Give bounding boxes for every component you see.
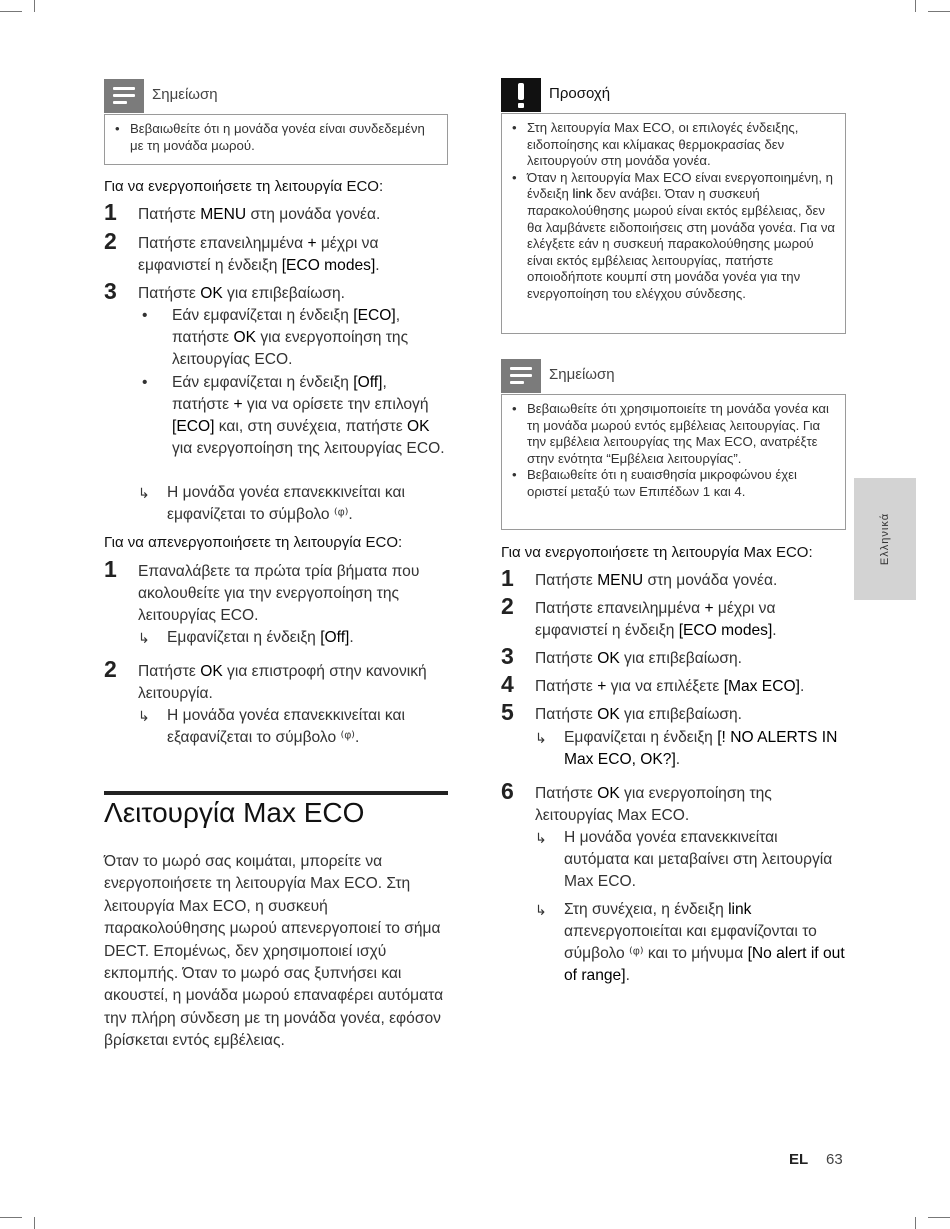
crop-mark	[915, 1217, 916, 1229]
step-3: 3 Πατήστε OK για επιβεβαίωση.	[501, 643, 743, 669]
step-5-result: ↳ Εμφανίζεται η ένδειξη [! NO ALERTS IN Max ECO, OK?].	[535, 729, 838, 768]
note-item: • Βεβαιωθείτε ότι η ευαισθησία μικροφώνου έχει οριστεί μεταξύ των Επιπέδων 1 και 4.	[512, 467, 837, 500]
intro-paragraph: Όταν το μωρό σας κοιμάται, μπορείτε να ενεργοποιήσετε τη λειτουργία Max ECO. Στη λειτουργία Max ECO, η συσκευή παρακολούθησης μωρού απενεργοποιεί το σήμα DECT. Επομένως, δεν χρησιμοποιεί ισχύ εκπομπής. Όταν το μωρό σας ξυπνήσει και ακουστεί, η μονάδα μωρού επαναφέρει αυτόματα την πλήρη σύνδεση με τη μονάδα γονέα, εφόσον βρίσκεται εντός εμβέλειας.	[104, 853, 444, 1050]
caution-box	[501, 113, 846, 334]
crop-mark	[915, 0, 916, 12]
caution-label: Προσοχή	[549, 85, 611, 102]
step-6-result-2: ↳ Στη συνέχεια, η ένδειξη link απενεργοποιείται και εμφανίζονται το σύμβολο ⁽ᵠ⁾ και το μήνυμα [No alert if out of range].	[535, 901, 845, 984]
crop-mark	[34, 0, 35, 12]
note-box	[501, 394, 846, 530]
footer-language-code: EL	[789, 1151, 809, 1168]
step-4: 4 Πατήστε + για να επιλέξετε [Max ECO].	[501, 671, 805, 697]
crop-mark	[928, 1217, 950, 1218]
step-2: 2 Πατήστε OK για επιστροφή στην κανονική λειτουργία.	[104, 656, 427, 702]
step-1: 1 Πατήστε MENU στη μονάδα γονέα.	[104, 199, 381, 225]
note-header	[501, 359, 846, 393]
note-label: Σημείωση	[549, 366, 615, 383]
language-tab-label: Ελληνικά	[879, 512, 891, 566]
section-title: Για να απενεργοποιήσετε τη λειτουργία ECO:	[104, 534, 403, 551]
section-title: Για να ενεργοποιήσετε τη λειτουργία ECO:	[104, 178, 384, 195]
step-6: 6 Πατήστε OK για ενεργοποίηση της λειτουργίας Max ECO.	[501, 778, 772, 824]
caution-item: • Όταν η λειτουργία Max ECO είναι ενεργοποιημένη, η ένδειξη link δεν ανάβει. Όταν η συσκευή παρακολούθησης μωρού είναι εκτός εμβέλειας, δεν θα λαμβάνετε ειδοποιήσεις στη μονάδα γονέα. Για να ελέγξετε εάν η συσκευή παρακολούθησης μωρού είναι εκτός εμβέλειας λειτουργίας, πατήστε οποιοδήποτε κουμπί στη μονάδα γονέα για την ενεργοποίηση του ελέγχου σύνδεσης.	[512, 170, 837, 303]
note-box	[104, 114, 448, 165]
step-2: 2 Πατήστε επανειλημμένα + μέχρι να εμφανιστεί η ένδειξη [ECO modes].	[104, 228, 380, 274]
note-header	[104, 79, 448, 113]
crop-mark	[34, 1217, 35, 1229]
note-item: • Βεβαιωθείτε ότι η μονάδα γονέα είναι συνδεδεμένη με τη μονάδα μωρού.	[115, 121, 439, 154]
step-1: 1 Επαναλάβετε τα πρώτα τρία βήματα που ακολουθείτε για την ενεργοποίηση της λειτουργίας ECO.	[104, 556, 420, 624]
language-tab	[854, 478, 916, 600]
caution-header	[501, 78, 846, 112]
step-3-result: ↳ Η μονάδα γονέα επανεκκινείται και εμφανίζεται το σύμβολο ⁽ᵠ⁾.	[138, 484, 406, 523]
step-2: 2 Πατήστε επανειλημμένα + μέχρι να εμφανιστεί η ένδειξη [ECO modes].	[501, 593, 777, 639]
caution-item: • Στη λειτουργία Max ECO, οι επιλογές ένδειξης, ειδοποίησης και κλίμακας θερμοκρασίας δεν λειτουργούν στη μονάδα γονέα.	[512, 120, 837, 170]
note-label: Σημείωση	[152, 86, 218, 103]
note-item: • Βεβαιωθείτε ότι χρησιμοποιείτε τη μονάδα γονέα και τη μονάδα μωρού εντός εμβέλειας λειτουργίας. Για την εμβέλεια λειτουργίας της Max ECO, ανατρέξτε στην ενότητα “Εμβέλεια λειτουργίας”.	[512, 401, 837, 467]
page-number: 63	[826, 1151, 843, 1168]
note-icon	[104, 79, 144, 113]
note-icon	[501, 359, 541, 393]
step-2-result: ↳ Η μονάδα γονέα επανεκκινείται και εξαφανίζεται το σύμβολο ⁽ᵠ⁾.	[138, 707, 406, 746]
crop-mark	[928, 11, 950, 12]
step-3-bullet-1: • Εάν εμφανίζεται η ένδειξη [ECO], πατήστε OK για ενεργοποίηση της λειτουργίας ECO.	[142, 307, 409, 368]
step-3: 3 Πατήστε OK για επιβεβαίωση.	[104, 278, 346, 304]
step-5: 5 Πατήστε OK για επιβεβαίωση.	[501, 699, 743, 725]
step-1-result: ↳ Εμφανίζεται η ένδειξη [Off].	[138, 629, 354, 646]
heading-rule	[104, 791, 448, 795]
caution-icon	[501, 78, 541, 112]
step-3-bullet-2: • Εάν εμφανίζεται η ένδειξη [Off], πατήστε + για να ορίσετε την επιλογή [ECO] και, στη συνέχεια, πατήστε OK για ενεργοποίηση της λειτουργίας ECO.	[142, 374, 445, 457]
crop-mark	[0, 11, 22, 12]
crop-mark	[0, 1217, 22, 1218]
step-6-result-1: ↳ Η μονάδα γονέα επανεκκινείται αυτόματα και μεταβαίνει στη λειτουργία Max ECO.	[535, 829, 833, 890]
section-heading: Λειτουργία Max ECO	[104, 797, 365, 828]
section-title: Για να ενεργοποιήσετε τη λειτουργία Max ECO:	[501, 544, 813, 561]
step-1: 1 Πατήστε MENU στη μονάδα γονέα.	[501, 565, 778, 591]
